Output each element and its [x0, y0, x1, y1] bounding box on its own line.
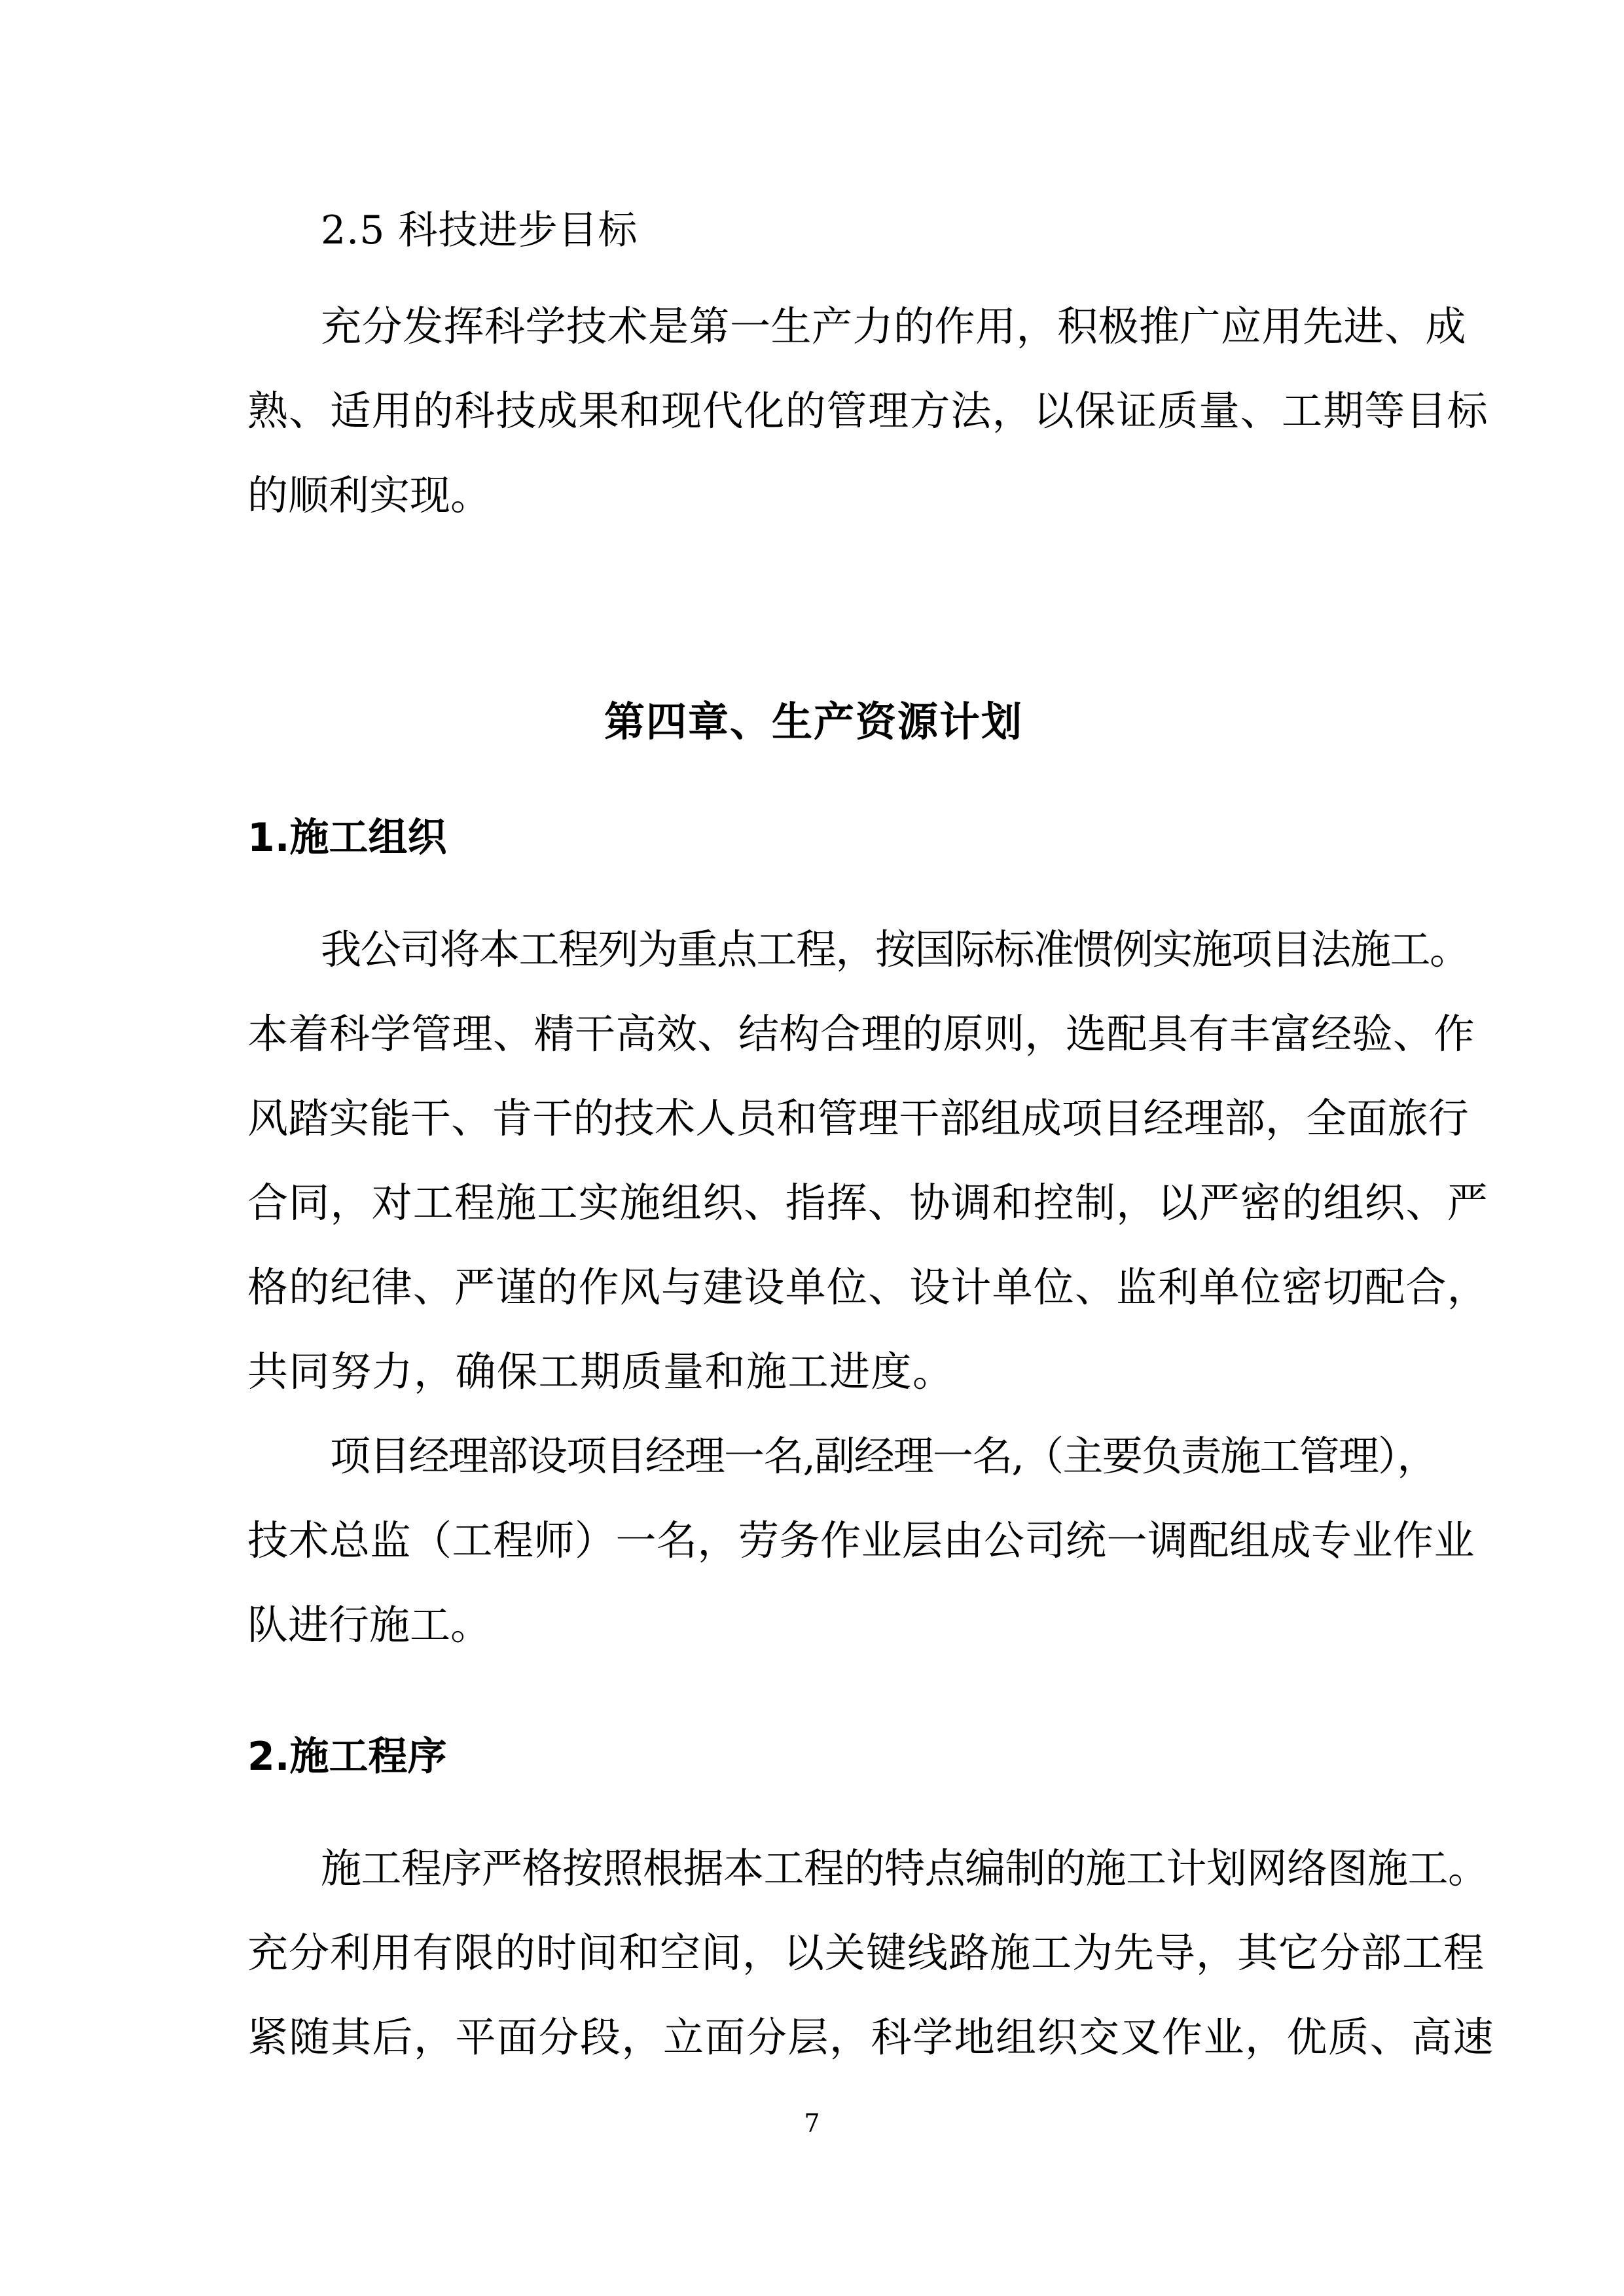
heading-2-5: 2.5 科技进步目标	[321, 207, 638, 253]
chapter-title: 第四章、生产资源计划	[604, 698, 1023, 745]
paragraph-line: 熟、适用的科技成果和现代化的管理方法，以保证质量、工期等目标	[247, 387, 1489, 435]
paragraph-line: 队进行施工。	[247, 1601, 492, 1649]
section-heading-1: 1.施工组织	[247, 815, 447, 861]
paragraph-line: 项目经理部设项目经理一名,副经理一名,（主要负责施工管理），	[330, 1432, 1437, 1480]
paragraph-line: 技术总监（工程师）一名，劳务作业层由公司统一调配组成专业作业	[247, 1516, 1475, 1564]
paragraph-line: 本着科学管理、精干高效、结构合理的原则，选配具有丰富经验、作	[247, 1010, 1475, 1058]
paragraph-line: 的顺利实现。	[247, 471, 492, 519]
paragraph-line: 施工程序严格按照根据本工程的特点编制的施工计划网络图施工。	[321, 1844, 1489, 1892]
paragraph-line: 紧随其后，平面分段，立面分层，科学地组织交叉作业，优质、高速	[247, 2013, 1495, 2061]
paragraph-line: 风踏实能干、肯干的技术人员和管理干部组成项目经理部，全面旅行	[247, 1094, 1470, 1142]
paragraph-line: 格的纪律、严谨的作风与建设单位、设计单位、监利单位密切配合，	[247, 1263, 1489, 1311]
paragraph-line: 充分利用有限的时间和空间，以关键线路施工为先导，其它分部工程	[247, 1929, 1485, 1977]
paragraph-line: 我公司将本工程列为重点工程，按国际标准惯例实施项目法施工。	[321, 925, 1470, 973]
paragraph-line: 共同努力，确保工期质量和施工进度。	[247, 1348, 954, 1395]
page-number: 7	[804, 2109, 820, 2138]
paragraph-line: 充分发挥科学技术是第一生产力的作用，积极推广应用先进、成	[321, 302, 1467, 350]
section-heading-2: 2.施工程序	[247, 1734, 447, 1780]
paragraph-line: 合同，对工程施工实施组织、指挥、协调和控制，以严密的组织、严	[247, 1179, 1489, 1227]
